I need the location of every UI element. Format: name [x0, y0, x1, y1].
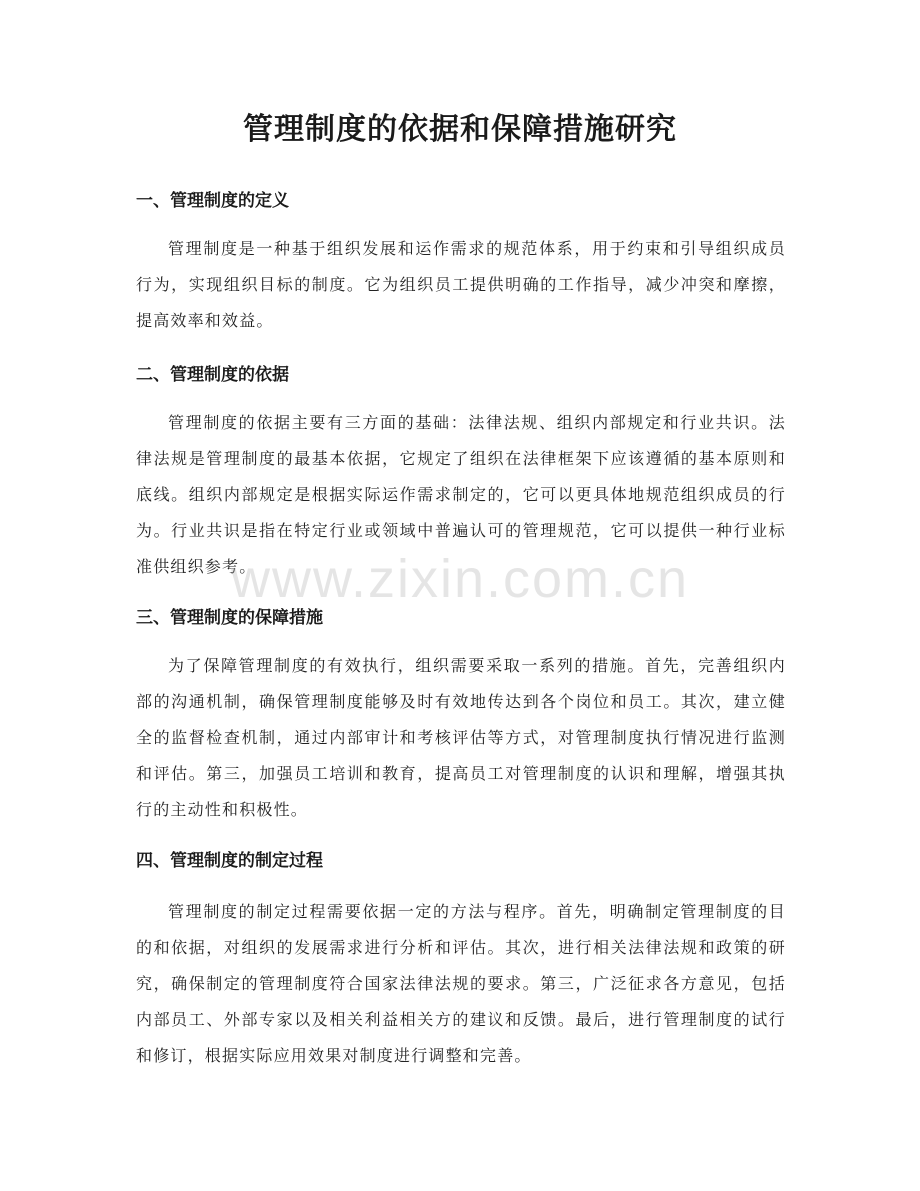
section-heading-2: 二、管理制度的依据 — [136, 365, 289, 385]
section-heading-1: 一、管理制度的定义 — [136, 191, 289, 211]
section-body-2: 管理制度的依据主要有三方面的基础：法律法规、组织内部规定和行业共识。法律法规是管理制度的最基本依据，它规定了组织在法律框架下应该遵循的基本原则和底线。组织内部规定是根据实际运作需求制定的，它可以更具体地规范组织成员的行为。行业共识是指在特定行业或领域中普遍认可的管理规范，它可以提供一种行业标准供组织参考。 — [136, 413, 786, 576]
section-heading-4: 四、管理制度的制定过程 — [136, 851, 323, 871]
section-body-4: 管理制度的制定过程需要依据一定的方法与程序。首先，明确制定管理制度的目的和依据，对组织的发展需求进行分析和评估。其次，进行相关法律法规和政策的研究，确保制定的管理制度符合国家法律法规的要求。第三，广泛征求各方意见，包括内部员工、外部专家以及相关利益相关方的建议和反馈。最后，进行管理制度的试行和修订，根据实际应用效果对制度进行调整和完善。 — [136, 902, 786, 1065]
section-heading-3: 三、管理制度的保障措施 — [136, 608, 323, 628]
watermark-text: www.zixin.com.cn — [230, 549, 690, 609]
section-body-1: 管理制度是一种基于组织发展和运作需求的规范体系，用于约束和引导组织成员行为，实现组织目标的制度。它为组织员工提供明确的工作指导，减少冲突和摩擦，提高效率和效益。 — [136, 239, 786, 330]
document-title: 管理制度的依据和保障措施研究 — [243, 112, 677, 147]
section-body-3: 为了保障管理制度的有效执行，组织需要采取一系列的措施。首先，完善组织内部的沟通机制，确保管理制度能够及时有效地传达到各个岗位和员工。其次，建立健全的监督检查机制，通过内部审计和考核评估等方式，对管理制度执行情况进行监测和评估。第三，加强员工培训和教育，提高员工对管理制度的认识和理解，增强其执行的主动性和积极性。 — [136, 656, 786, 819]
